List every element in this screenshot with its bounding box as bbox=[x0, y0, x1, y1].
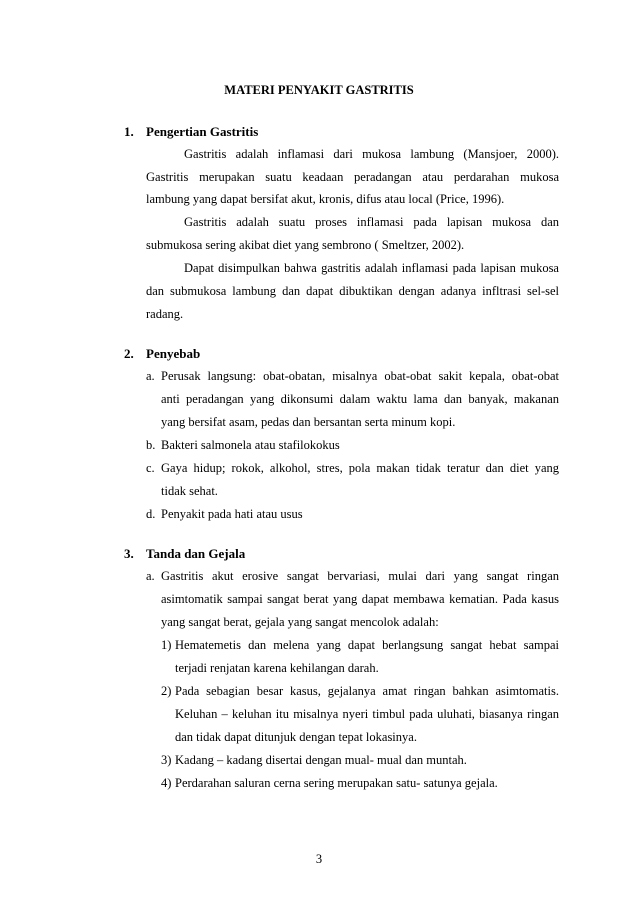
paragraph-line: dan submukosa lambung dan dapat dibuktikan dengan adanya infltrasi sel-sel bbox=[146, 284, 559, 298]
section-title: Pengertian Gastritis bbox=[146, 124, 259, 139]
sublist-marker: 1) bbox=[161, 638, 172, 652]
section-number: 3. bbox=[124, 546, 134, 561]
section-heading-3 bbox=[124, 546, 245, 562]
list-marker: d. bbox=[146, 507, 156, 521]
paragraph-line: radang. bbox=[146, 307, 184, 321]
sublist-marker: 4) bbox=[161, 776, 172, 790]
list-item-line: yang bersifat asam, pedas dan bersantan serta minum kopi. bbox=[161, 415, 456, 429]
section-heading-1 bbox=[124, 124, 258, 140]
list-marker: a. bbox=[146, 569, 155, 583]
paragraph-line: Gastritis adalah suatu proses inflamasi pada lapisan mukosa dan bbox=[184, 215, 559, 229]
list-marker: a. bbox=[146, 369, 155, 383]
paragraph-line: Dapat disimpulkan bahwa gastritis adalah inflamasi pada lapisan mukosa bbox=[184, 261, 559, 275]
list-item-line: Gaya hidup; rokok, alkohol, stres, pola makan tidak teratur dan diet yang bbox=[161, 461, 559, 475]
list-item-line: asimtomatik sampai sangat berat yang dapat membawa kematian. Pada kasus bbox=[161, 592, 559, 606]
sublist-item-line: dan tidak dapat ditunjuk dengan tepat lokasinya. bbox=[175, 730, 417, 744]
page-number: 3 bbox=[315, 852, 323, 866]
list-marker: b. bbox=[146, 438, 156, 452]
list-item-line: Perusak langsung: obat-obatan, misalnya obat-obat sakit kepala, obat-obat bbox=[161, 369, 559, 383]
list-item-line: tidak sehat. bbox=[161, 484, 218, 498]
list-item-line: anti peradangan yang dikonsumi dalam waktu lama dan banyak, makanan bbox=[161, 392, 559, 406]
list-item-line: Bakteri salmonela atau stafilokokus bbox=[161, 438, 340, 452]
sublist-item-line: Hematemetis dan melena yang dapat berlangsung sangat hebat sampai bbox=[175, 638, 559, 652]
paragraph-line: lambung yang dapat bersifat akut, kronis, difus atau local (Price, 1996). bbox=[146, 192, 505, 206]
page-title: MATERI PENYAKIT GASTRITIS bbox=[224, 83, 414, 97]
list-item-line: Penyakit pada hati atau usus bbox=[161, 507, 303, 521]
sublist-item-line: Perdarahan saluran cerna sering merupakan satu- satunya gejala. bbox=[175, 776, 498, 790]
section-number: 1. bbox=[124, 124, 134, 139]
paragraph-line: submukosa sering akibat diet yang sembrono ( Smeltzer, 2002). bbox=[146, 238, 465, 252]
list-marker: c. bbox=[146, 461, 155, 475]
sublist-item-line: Keluhan – keluhan itu misalnya nyeri timbul pada uluhati, biasanya ringan bbox=[175, 707, 559, 721]
sublist-marker: 2) bbox=[161, 684, 172, 698]
list-item-line: yang sangat berat, gejala yang sangat mencolok adalah: bbox=[161, 615, 439, 629]
paragraph-line: Gastritis merupakan suatu keadaan peradangan atau perdarahan mukosa bbox=[146, 170, 559, 184]
section-title: Penyebab bbox=[146, 346, 201, 361]
sublist-item-line: Pada sebagian besar kasus, gejalanya amat ringan bahkan asimtomatis. bbox=[175, 684, 559, 698]
sublist-item-line: terjadi renjatan karena kehilangan darah. bbox=[175, 661, 379, 675]
section-title: Tanda dan Gejala bbox=[146, 546, 246, 561]
paragraph-line: Gastritis adalah inflamasi dari mukosa lambung (Mansjoer, 2000). bbox=[184, 147, 559, 161]
sublist-marker: 3) bbox=[161, 753, 172, 767]
list-item-line: Gastritis akut erosive sangat bervariasi, mulai dari yang sangat ringan bbox=[161, 569, 559, 583]
section-number: 2. bbox=[124, 346, 134, 361]
sublist-item-line: Kadang – kadang disertai dengan mual- mual dan muntah. bbox=[175, 753, 467, 767]
section-heading-2 bbox=[124, 346, 200, 362]
